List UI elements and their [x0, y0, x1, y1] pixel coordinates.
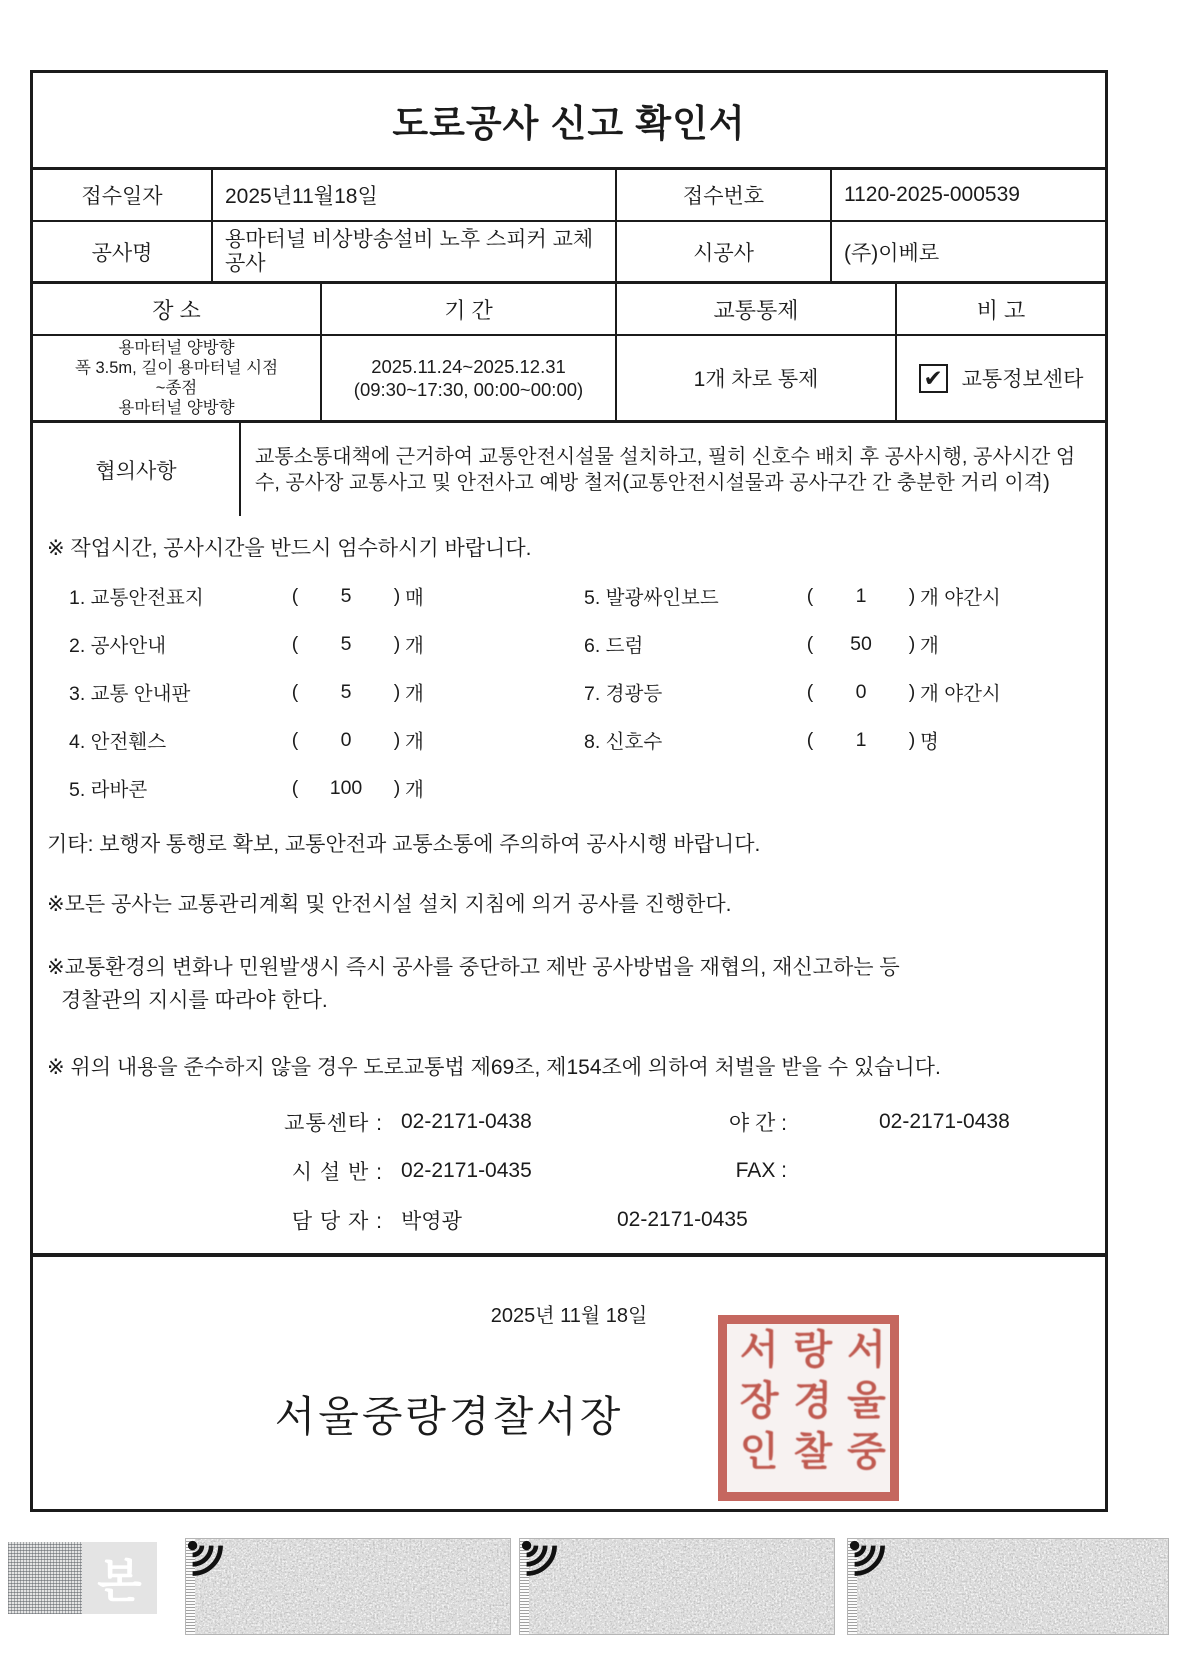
paren-open: ( — [291, 632, 299, 655]
document-title: 도로공사 신고 확인서 — [392, 103, 746, 144]
officer-label: 담 당 자 : — [291, 1209, 383, 1233]
contractor-value: (주)이베로 — [830, 220, 1105, 281]
contact-row — [47, 1195, 1091, 1244]
facility-team-phone: 02-2171-0435 — [401, 1158, 532, 1182]
paren-close: ) — [908, 584, 916, 607]
item-label: 3. 교통 안내판 — [69, 683, 191, 705]
item-qty: 1 — [855, 728, 867, 751]
item-qty: 5 — [340, 632, 352, 655]
traffic-center-label: 교통센타 : — [284, 1111, 383, 1135]
location-header: 장 소 — [152, 297, 201, 323]
agreement-text: 교통소통대책에 근거하여 교통안전시설물 설치하고, 필히 신호수 배치 후 공사시행, 공사시간 엄수, 공사장 교통사고 및 안전사고 예방 철저(교통안전시설물과 공사구간 간 충분한 거리 이격) — [255, 445, 1076, 494]
contacts-section — [47, 1097, 1091, 1244]
paren-close: ) — [908, 728, 916, 751]
traffic-control-value: 1개 차로 통제 — [693, 368, 819, 391]
item-qty: 100 — [329, 776, 363, 799]
plan-note: ※모든 공사는 교통관리계획 및 안전시설 설치 지침에 의거 공사를 진행한다. — [47, 893, 732, 916]
item-unit: 개 — [405, 635, 424, 657]
agreement-row — [33, 420, 1105, 516]
item-unit: 개 — [405, 731, 424, 753]
agreement-label: 협의사항 — [95, 459, 177, 483]
item-label: 5. 발광싸인보드 — [584, 587, 719, 609]
info-table — [33, 170, 1105, 281]
verification-barcode — [185, 1538, 511, 1635]
traffic-control-header: 교통통제 — [615, 284, 895, 334]
location-line-1: 용마터널 양방향 — [118, 339, 235, 357]
item-qty: 1 — [855, 584, 867, 607]
issuer-title: 서울중랑경찰서장 — [274, 1393, 624, 1440]
verification-barcode — [847, 1538, 1169, 1635]
item-label: 5. 라바콘 — [69, 779, 148, 801]
facility-team-label: 시 설 반 : — [291, 1160, 383, 1184]
paren-open: ( — [806, 632, 814, 655]
soundwave-icon — [187, 1540, 243, 1596]
project-label: 공사명 — [33, 220, 211, 281]
paren-open: ( — [291, 584, 299, 607]
item-label: 2. 공사안내 — [69, 635, 167, 657]
equipment-item — [69, 668, 584, 716]
seal-text: 서울중랑경찰서장인 — [733, 1328, 885, 1481]
item-unit: 개 — [405, 779, 424, 801]
period-header: 기 간 — [320, 284, 615, 334]
watermark-character: 본 — [97, 1555, 142, 1607]
item-unit: 개 — [405, 683, 424, 705]
traffic-center-phone: 02-2171-0438 — [401, 1109, 532, 1133]
environment-note — [47, 951, 1091, 1017]
location-line-4: 용마터널 양방향 — [118, 399, 235, 417]
item-qty: 50 — [850, 632, 872, 655]
item-qty: 0 — [340, 728, 352, 751]
receipt-no-label: 접수번호 — [615, 170, 830, 220]
project-value: 용마터널 비상방송설비 노후 스피커 교체공사 — [225, 227, 594, 275]
document-title-block — [33, 73, 1105, 170]
item-label: 7. 경광등 — [584, 683, 663, 705]
equipment-item — [584, 572, 1091, 620]
environment-note-line-1: ※교통환경의 변화나 민원발생시 즉시 공사를 중단하고 제반 공사방법을 재협의, 재신고하는 등 — [47, 956, 900, 979]
law-note: ※ 위의 내용을 준수하지 않을 경우 도로교통법 제69조, 제154조에 의하여 처벌을 받을 수 있습니다. — [47, 1056, 941, 1079]
paren-close: ) — [908, 680, 916, 703]
item-unit: 개 야간시 — [920, 683, 1001, 705]
equipment-right-column — [584, 572, 1091, 812]
receipt-date-label: 접수일자 — [81, 185, 163, 208]
remark-header: 비 고 — [895, 284, 1105, 334]
item-unit: 개 야간시 — [920, 587, 1001, 609]
paren-close: ) — [393, 728, 401, 751]
contact-row — [47, 1097, 1091, 1146]
contractor-label: 시공사 — [615, 220, 830, 281]
remark-checkbox[interactable] — [919, 364, 948, 393]
equipment-item — [69, 764, 584, 812]
item-qty: 0 — [855, 680, 867, 703]
item-unit: 명 — [920, 731, 939, 753]
paren-open: ( — [806, 728, 814, 751]
location-line-3: ~종점 — [155, 379, 198, 397]
paren-open: ( — [291, 728, 299, 751]
traffic-control-cell — [615, 334, 895, 420]
item-label: 1. 교통안전표지 — [69, 587, 204, 609]
checkmark-icon: ✔ — [923, 364, 943, 391]
soundwave-icon — [849, 1540, 905, 1596]
officer-phone: 02-2171-0435 — [617, 1207, 748, 1231]
equipment-left-column — [69, 572, 584, 812]
item-qty: 5 — [340, 680, 352, 703]
fax-label: FAX : — [735, 1158, 787, 1182]
paren-close: ) — [393, 632, 401, 655]
signature-block — [33, 1253, 1105, 1509]
item-unit: 개 — [920, 635, 939, 657]
detail-table — [33, 281, 1105, 420]
period-cell — [320, 334, 615, 420]
soundwave-icon — [521, 1540, 577, 1596]
equipment-item — [69, 620, 584, 668]
night-label: 야 간 : — [728, 1111, 787, 1135]
location-line-2: 폭 3.5m, 길이 용마터널 시점 — [74, 359, 279, 377]
paren-open: ( — [291, 680, 299, 703]
issue-date: 2025년 11월 18일 — [490, 1305, 648, 1327]
equipment-item — [584, 668, 1091, 716]
paren-close: ) — [393, 680, 401, 703]
road-work-report-document — [30, 70, 1108, 1512]
paren-open: ( — [806, 584, 814, 607]
item-unit: 매 — [405, 587, 424, 609]
period-value: 2025.11.24~2025.12.31 (09:30~17:30, 00:00~00:00) — [353, 356, 584, 400]
paren-open: ( — [291, 776, 299, 799]
contact-row — [47, 1146, 1091, 1195]
item-qty: 5 — [340, 584, 352, 607]
equipment-list — [47, 572, 1091, 812]
paren-open: ( — [806, 680, 814, 703]
paren-close: ) — [393, 584, 401, 607]
receipt-no-value: 1120-2025-000539 — [830, 170, 1105, 220]
item-label: 6. 드럼 — [584, 635, 644, 657]
original-watermark-block — [8, 1542, 157, 1614]
watermark-hatch-pattern — [8, 1542, 82, 1614]
equipment-item — [69, 572, 584, 620]
remark-label: 교통정보센타 — [961, 368, 1084, 391]
equipment-item — [584, 620, 1091, 668]
equipment-item — [69, 716, 584, 764]
etc-note: 기타: 보행자 통행로 확보, 교통안전과 교통소통에 주의하여 공사시행 바랍니다. — [47, 833, 761, 856]
notes-section — [33, 516, 1105, 1244]
officer-name: 박영광 — [401, 1209, 462, 1233]
remark-cell — [895, 334, 1105, 420]
paren-close: ) — [393, 776, 401, 799]
paren-close: ) — [908, 632, 916, 655]
night-phone: 02-2171-0438 — [879, 1109, 1010, 1133]
equipment-item — [584, 716, 1091, 764]
environment-note-line-2: 경찰관의 지시를 따라야 한다. — [61, 989, 328, 1012]
item-label: 8. 신호수 — [584, 731, 663, 753]
work-time-note: ※ 작업시간, 공사시간을 반드시 엄수하시기 바랍니다. — [47, 537, 532, 560]
item-label: 4. 안전휀스 — [69, 731, 167, 753]
receipt-date-value: 2025년11월18일 — [211, 170, 615, 220]
location-cell — [33, 334, 320, 420]
verification-barcode — [519, 1538, 835, 1635]
